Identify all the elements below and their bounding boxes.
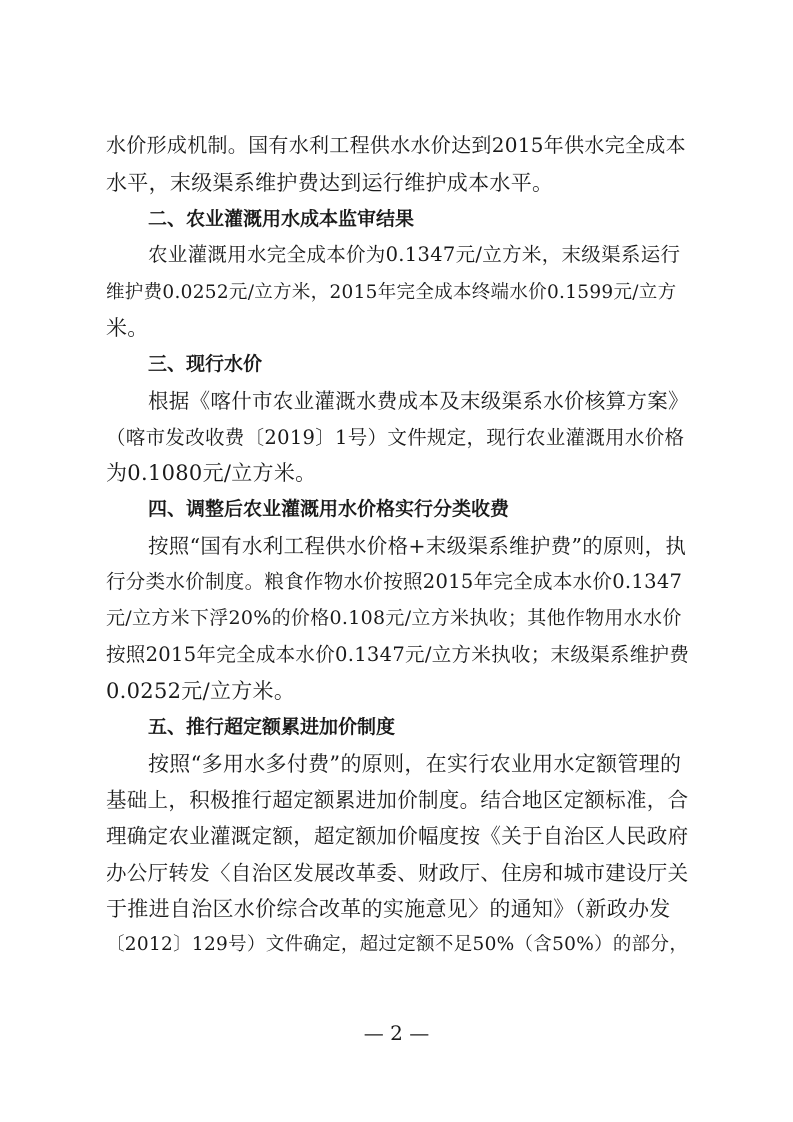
body-line: 按照“多用水多付费”的原则，在实行农业用水定额管理的 xyxy=(148,752,682,776)
section-heading-4: 四、调整后农业灌溉用水价格实行分类收费 xyxy=(148,498,510,520)
section-heading-3: 三、现行水价 xyxy=(148,353,263,375)
section-heading-2: 二、农业灌溉用水成本监审结果 xyxy=(148,208,415,230)
body-line: 为0.1080元/立方米。 xyxy=(106,461,317,485)
body-line: 〔2012〕129号）文件确定，超过定额不足50%（含50%）的部分， xyxy=(106,934,689,955)
body-line: 按照“国有水利工程供水价格+末级渠系维护费”的原则，执 xyxy=(148,534,687,558)
body-line: 根据《喀什市农业灌溉水费成本及末级渠系水价核算方案》 xyxy=(148,389,689,413)
body-line: （喀市发改收费〔2019〕1号）文件规定，现行农业灌溉用水价格 xyxy=(106,426,685,449)
body-line: 水价形成机制。国有水利工程供水水价达到2015年供水完全成本 xyxy=(106,133,686,157)
page-number: — 2 — xyxy=(363,1021,430,1045)
body-line: 水平，末级渠系维护费达到运行维护成本水平。 xyxy=(106,171,554,195)
body-line: 元/立方米下浮20%的价格0.108元/立方米执收；其他作物用水水价 xyxy=(106,607,682,629)
body-line: 米。 xyxy=(106,316,149,340)
body-line: 0.0252元/立方米。 xyxy=(106,679,296,703)
body-line: 于推进自治区水价综合改革的实施意见〉的通知》（新政办发 xyxy=(106,897,671,921)
section-heading-5: 五、推行超定额累进加价制度 xyxy=(148,716,396,738)
body-line: 基础上，积极推行超定额累进加价制度。结合地区定额标准，合 xyxy=(106,788,689,812)
body-line: 维护费0.0252元/立方米，2015年完全成本终端水价0.1599元/立方 xyxy=(106,282,677,303)
body-line: 行分类水价制度。粮食作物水价按照2015年完全成本水价0.1347 xyxy=(106,570,683,593)
body-line: 农业灌溉用水完全成本价为0.1347元/立方米，末级渠系运行 xyxy=(148,243,681,266)
body-line: 按照2015年完全成本水价0.1347元/立方米执收；末级渠系维护费 xyxy=(106,643,690,666)
body-line: 理确定农业灌溉定额，超定额加价幅度按《关于自治区人民政府 xyxy=(106,824,689,848)
body-line: 办公厅转发〈自治区发展改革委、财政厅、住房和城市建设厅关 xyxy=(106,861,689,885)
